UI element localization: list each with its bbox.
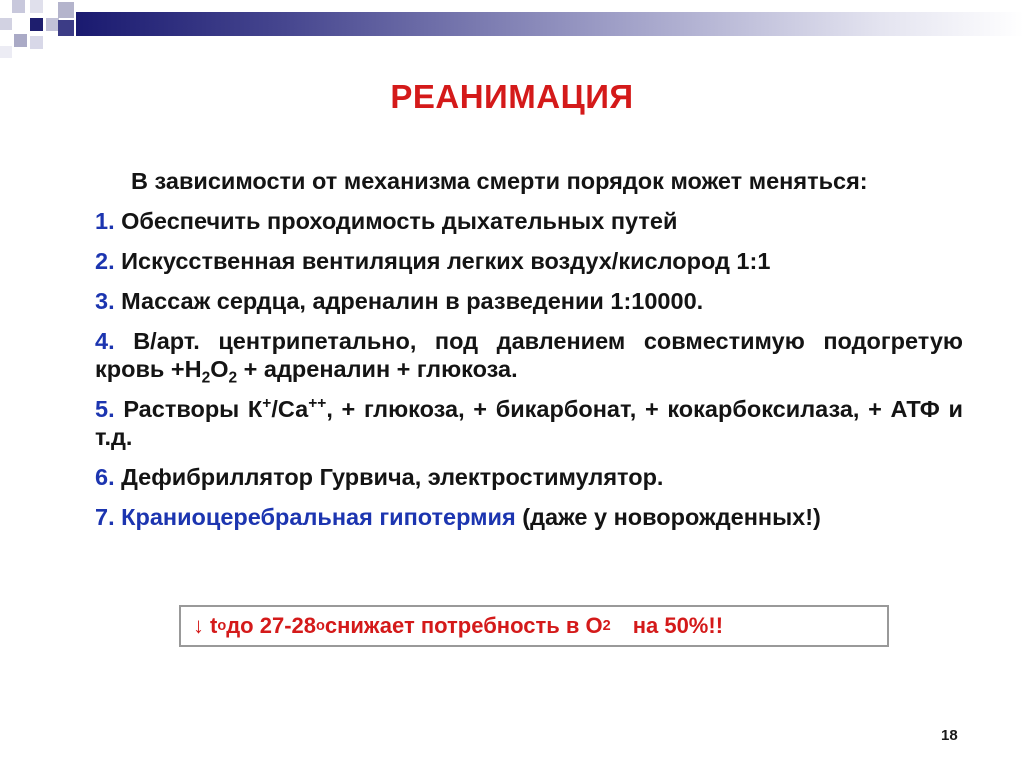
- down-arrow-icon: ↓: [193, 613, 204, 638]
- superscript: +: [262, 395, 272, 413]
- list-item-text: Дефибриллятор Гурвича, электростимулятор.: [121, 464, 664, 490]
- list-item-3: [95, 287, 963, 315]
- list-item-highlight: Краниоцеребральная гипотермия: [121, 504, 516, 530]
- list-number: 3.: [95, 288, 115, 314]
- list-item-5: [95, 395, 963, 451]
- list-number: 1.: [95, 208, 115, 234]
- list-item-text: Растворы К: [123, 396, 263, 422]
- list-item-2: [95, 247, 963, 275]
- list-item-text: Искусственная вентиляция легких воздух/кислород 1:1: [121, 248, 771, 274]
- list-item-text: В/арт. центрипетально, под давлением совместимую подогретую кровь +H: [95, 328, 963, 382]
- list-number: 5.: [95, 396, 115, 422]
- list-number: 4.: [95, 328, 115, 354]
- note-text: на 50%!!: [632, 613, 724, 638]
- slide-body: [95, 167, 963, 543]
- list-item-text: Массаж сердца, адреналин в разведении 1:10000.: [121, 288, 704, 314]
- list-number: 6.: [95, 464, 115, 490]
- subscript: 2: [201, 369, 211, 387]
- list-item-text: + адреналин + глюкоза.: [237, 356, 518, 382]
- page-number: 18: [941, 727, 958, 744]
- list-item-4: [95, 327, 963, 387]
- list-item-text: Обеспечить проходимость дыхательных путей: [121, 208, 678, 234]
- list-number: 7.: [95, 504, 115, 530]
- list-item-text: /Са: [271, 396, 309, 422]
- note-text: снижает потребность в О: [324, 613, 603, 638]
- slide-title: РЕАНИМАЦИЯ: [390, 78, 634, 115]
- note-text: t: [210, 613, 218, 638]
- intro-paragraph: В зависимости от механизма смерти порядок может меняться:: [131, 168, 868, 194]
- list-item-1: [95, 207, 963, 235]
- list-item-text: O: [210, 356, 229, 382]
- superscript: ++: [308, 395, 327, 413]
- subscript: 2: [228, 369, 238, 387]
- list-item-6: [95, 463, 963, 491]
- header-gradient-bar: [76, 12, 1024, 36]
- list-item-text: , + глюкоза, + бикарбонат, + кокарбоксилаза, + АТФ и т.д.: [95, 396, 963, 450]
- highlight-note-box: ↓ t о до 27-28 о снижает потребность в О 2 на 50%!!: [179, 605, 889, 647]
- list-item-7: [95, 503, 963, 531]
- note-text: до 27-28: [226, 613, 316, 638]
- corner-squares-decoration: [0, 0, 80, 60]
- list-number: 2.: [95, 248, 115, 274]
- list-item-text: (даже у новорожденных!): [515, 504, 821, 530]
